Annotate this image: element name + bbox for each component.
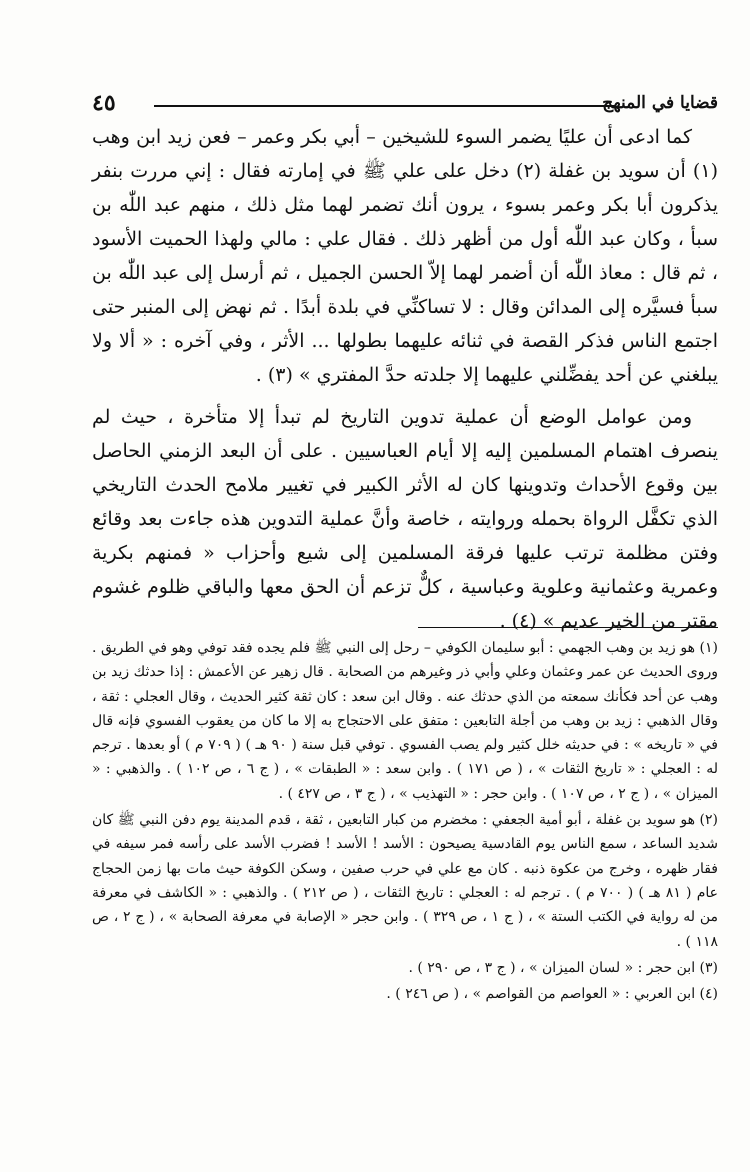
footnote: (٤) ابن العربي : « العواصم من القواصم » ، ( ص ٢٤٦ ) . — [386, 986, 718, 1003]
main-text — [92, 120, 718, 638]
header-rule — [154, 105, 616, 107]
running-header — [92, 88, 718, 118]
running-title: قضايا في المنهج — [602, 93, 718, 113]
footnote: (٢) هو سويد بن غفلة ، أبو أمية الجعفي : مخضرم من كبار التابعين ، ثقة ، قدم المدينة يوم دفن النبي ﷺ كان شديد الساعد ، سمع الناس يوم القادسية يصيحون : الأسد ! الأسد ! فضرب الأسد على رأسه فمر سيفه في فقار ظهره ، وخرج من عكوة ذنبه . كان مع علي في حرب صفين ، وسكن الكوفة حيث مات بها زمن الحجاج عام ( ٨١ هـ ) ( ٧٠٠ م ) . ترجم له : العجلي : تاريخ الثقات ، ( ص ٢١٢ ) . والذهبي : « الكاشف في معرفة من له رواية في الكتب الستة » ، ( ج ١ ، ص ٣٢٩ ) . وابن حجر « الإصابة في معرفة الصحابة » ، ( ج ٢ ، ص ١١٨ ) . — [92, 812, 719, 950]
body-paragraph: كما ادعى أن عليًا يضمر السوء للشيخين – أبي بكر وعمر – فعن زيد ابن وهب (١) أن سويد بن غفلة (٢) دخل على علي ﷺ في إمارته فقال : إني مررت بنفر يذكرون أبا بكر وعمر بسوء ، يرون أنك تضمر لهما مثل ذلك ، منهم عبد اللّٰه بن سبأ ، وكان عبد اللّٰه أول من أظهر ذلك . فقال علي : مالي ولهذا الحميت الأسود ، ثم قال : معاذ اللّٰه أن أضمر لهما إلاّ الحسن الجميل ، ثم أرسل إلى عبد اللّٰه بن سبأ فسيَّره إلى المدائن وقال : لا تساكنِّي في بلدة أبدًا . ثم نهض إلى المنبر حتى اجتمع الناس فذكر القصة في ثنائه عليهما بطولها ... الأثر ، وفي آخره : « ألا ولا يبلغني عن أحد يفضِّلني عليهما إلا جلدته حدَّ المفتري » (٣) . — [92, 126, 718, 386]
footnotes — [92, 636, 718, 1006]
footnote: (٣) ابن حجر : « لسان الميزان » ، ( ج ٣ ، ص ٢٩٠ ) . — [408, 959, 718, 976]
footnote: (١) هو زيد بن وهب الجهمي : أبو سليمان الكوفي – رحل إلى النبي ﷺ فلم يجده فقد توفي وهو في الطريق . وروى الحديث عن عمر وعثمان وعلي وأبي ذر وغيرهم من الصحابة . قال زهير عن الأعمش : إذا حدثك زيد بن وهب عن أحد فكأنك سمعته من الذي حدثك عنه . وقال ابن سعد : كان ثقة كثير الحديث ، وقال العجلي : ثقة ، وقال الذهبي : زيد بن وهب من أجلة التابعين : متفق على الاحتجاج به إلا ما كان من يعقوب الفسوي فإنه قال في « تاريخه » : في حديثه خلل كثير ولم يصب الفسوي . توفي قبل سنة ( ٩٠ هـ ) ( ٧٠٩ م ) أو بعدها . ترجم له : العجلي : « تاريخ الثقات » ، ( ص ١٧١ ) . وابن سعد : « الطبقات » ، ( ج ٦ ، ص ١٠٢ ) . والذهبي : « الميزان » ، ( ج ٢ ، ص ١٠٧ ) . وابن حجر : « التهذيب » ، ( ج ٣ ، ص ٤٢٧ ) . — [92, 640, 719, 802]
footnote-separator — [418, 627, 718, 628]
page-number: ٤٥ — [92, 90, 116, 116]
body-paragraph: ومن عوامل الوضع أن عملية تدوين التاريخ لم تبدأ إلا متأخرة ، حيث لم ينصرف اهتمام المسلمين إليه إلا أيام العباسيين . على أن البعد الزمني الحاصل بين وقوع الأحداث وتدوينها كان له الأثر الكبير في تغيير ملامح الحدث التاريخي الذي تكفَّل الرواة بحمله وروايته ، خاصة وأنَّ عملية التدوين هذه جاءت بعد وقائع وفتن مظلمة ترتب عليها فرقة المسلمين إلى شيع وأحزاب « فمنهم بكرية وعمرية وعثمانية وعلوية وعباسية ، كلٌّ تزعم أن الحق معها والباقي ظلوم غشوم مقتر من الخير عديم » (٤) . — [92, 406, 718, 632]
